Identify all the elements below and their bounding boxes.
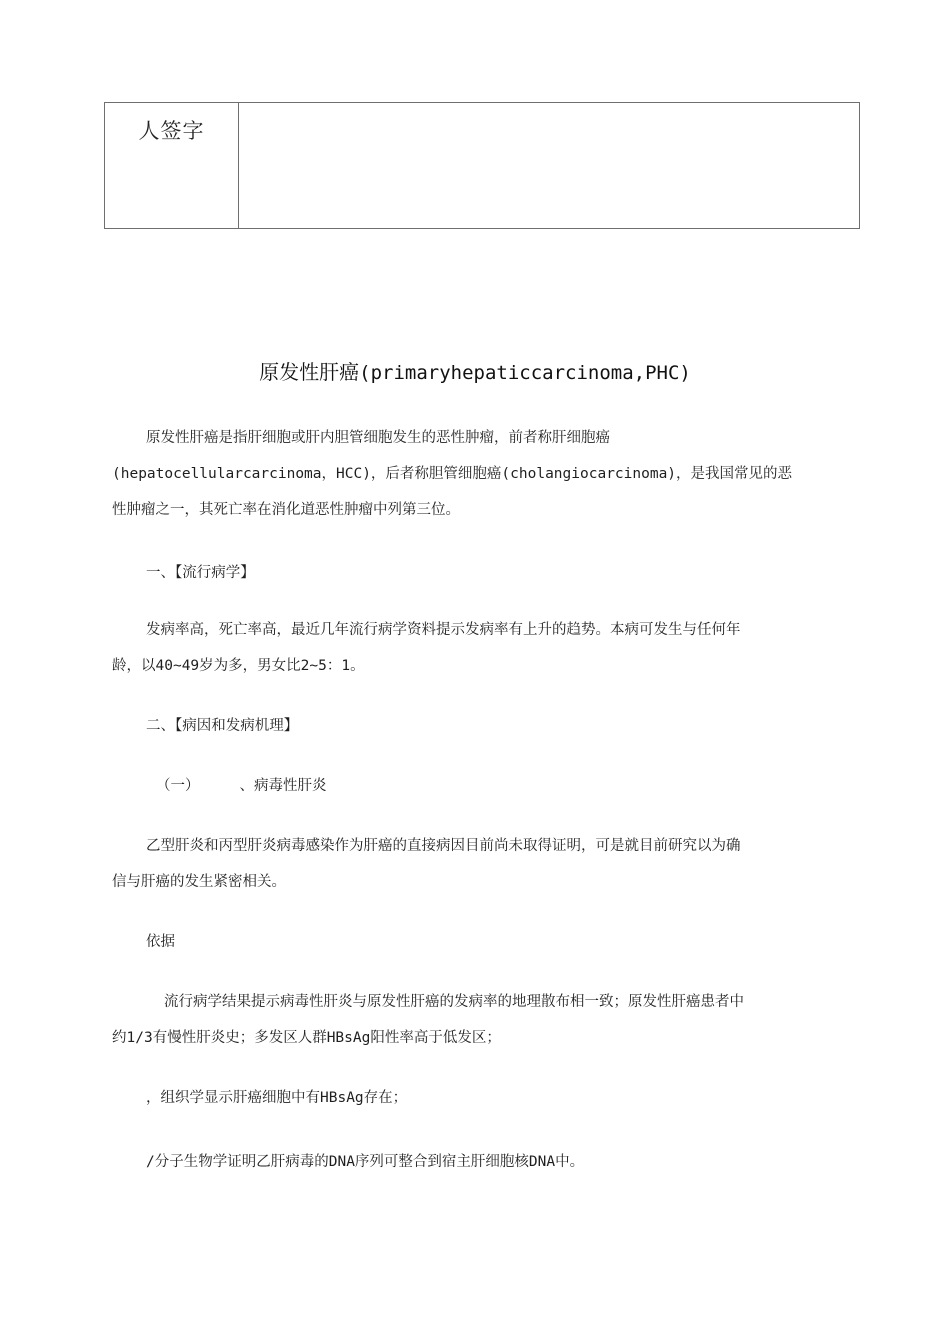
intro-line-3: 性肿瘤之一，其死亡率在消化道恶性肿瘤中列第三位。 <box>112 502 460 518</box>
title-chinese: 原发性肝癌 <box>259 360 360 384</box>
hepatitis-paragraph <box>112 828 852 900</box>
signature-label: 人签字 <box>138 119 205 143</box>
intro-line-2: (hepatocellularcarcinoma，HCC)，后者称胆管细胞癌(cholangiocarcinoma)，是我国常见的恶 <box>112 466 793 482</box>
basis1-line-1: 流行病学结果提示病毒性肝炎与原发性肝癌的发病率的地理散布相一致；原发性肝癌患者中 <box>164 994 744 1010</box>
section1-line-2: 龄，以40~49岁为多，男女比2~5：1。 <box>112 658 365 674</box>
title-english: (primaryhepaticcarcinoma,PHC) <box>359 362 691 384</box>
basis-item-1 <box>112 984 852 1056</box>
signature-value-cell <box>239 103 859 228</box>
basis1-line-2: 约1/3有慢性肝炎史；多发区人群HBsAg阳性率高于低发区； <box>112 1030 501 1046</box>
hepatitis-line-1: 乙型肝炎和丙型肝炎病毒感染作为肝癌的直接病因目前尚未取得证明，可是就目前研究以为确 <box>146 838 741 854</box>
intro-paragraph <box>112 420 852 528</box>
basis-item-2: ，组织学显示肝癌细胞中有HBsAg存在； <box>146 1090 408 1106</box>
section1-heading: 一、【流行病学】 <box>146 565 255 581</box>
subsection-title: 、病毒性肝炎 <box>239 778 327 794</box>
section1-paragraph <box>112 612 852 684</box>
section1-line-1: 发病率高，死亡率高，最近几年流行病学资料提示发病率有上升的趋势。本病可发生与任何年 <box>146 622 741 638</box>
signature-label-cell <box>105 103 239 228</box>
document-title <box>0 356 950 385</box>
section2-heading: 二、【病因和发病机理】 <box>146 718 299 734</box>
basis-label: 依据 <box>146 934 175 950</box>
signature-table <box>104 102 860 229</box>
hepatitis-line-2: 信与肝癌的发生紧密相关。 <box>112 874 286 890</box>
intro-line-1: 原发性肝癌是指肝细胞或肝内胆管细胞发生的恶性肿瘤，前者称肝细胞癌 <box>146 430 610 446</box>
subsection-number: （一） <box>156 778 200 794</box>
basis-item-3: /分子生物学证明乙肝病毒的DNA序列可整合到宿主肝细胞核DNA中。 <box>146 1154 585 1170</box>
subsection-heading <box>156 768 896 804</box>
